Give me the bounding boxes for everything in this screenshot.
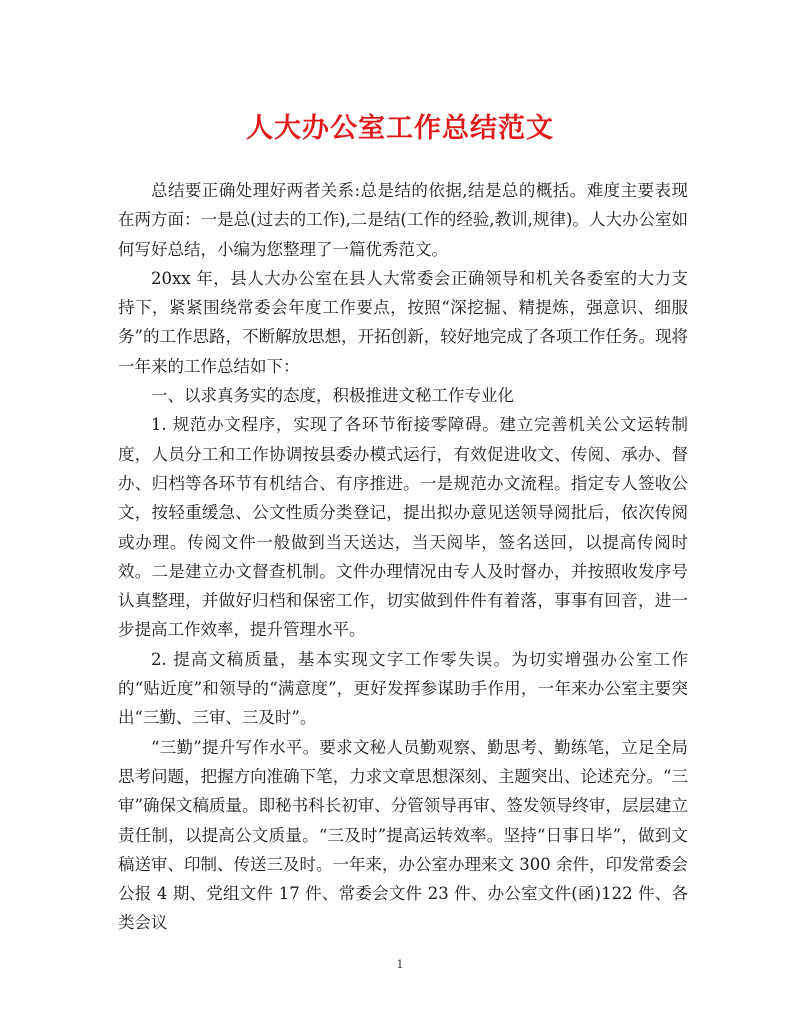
page-number: 1 [396, 958, 404, 971]
section-heading-1: 一、以求真务实的态度，积极推进文秘工作专业化 [151, 386, 514, 406]
document-body [118, 176, 688, 938]
overview-paragraph: 20xx 年，县人大办公室在县人大常委会正确领导和机关各委室的大力支持下，紧紧围绕常委会年度工作要点，按照“深挖掘、精提炼，强意识、细服务”的工作思路，不断解放思想，开拓创新，较好地完成了各项工作任务。现将一年来的工作总结如下： [118, 268, 688, 376]
document-title: 人大办公室工作总结范文 [246, 113, 554, 144]
item-1-paragraph: 1. 规范办文程序，实现了各环节衔接零障碍。建立完善机关公文运转制度，人员分工和工作协调按县委办模式运行，有效促进收文、传阅、承办、督办、归档等各环节有机结合、有序推进。一是规范办文流程。指定专人签收公文，按轻重缓急、公文性质分类登记，提出拟办意见送领导阅批后，依次传阅或办理。传阅文件一般做到当天送达，当天阅毕，签名送回，以提高传阅时效。二是建立办文督查机制。文件办理情况由专人及时督办，并按照收发序号认真整理，并做好归档和保密工作，切实做到件件有着落，事事有回音，进一步提高工作效率，提升管理水平。 [118, 415, 688, 640]
three-diligence-paragraph: “三勤”提升写作水平。要求文秘人员勤观察、勤思考、勤练笔，立足全局思考问题，把握方向准确下笔，力求文章思想深刻、主题突出、论述充分。“三审”确保文稿质量。即秘书科长初审、分管领导再审、签发领导终审，层层建立责任制，以提高公文质量。“三及时”提高运转效率。坚持“日事日毕”，做到文稿送审、印制、传送三及时。一年来，办公室办理来文 300 余件，印发常委会公报 4 期、党组文件 17 件、常委会文件 23 件、办公室文件(函)122 件、各类会议 [118, 737, 688, 933]
item-2-paragraph: 2. 提高文稿质量，基本实现文字工作零失误。为切实增强办公室工作的“贴近度”和领导的“满意度”，更好发挥参谋助手作用，一年来办公室主要突出“三勤、三审、三及时”。 [118, 649, 688, 728]
intro-paragraph: 总结要正确处理好两者关系:总是结的依据,结是总的概括。难度主要表现在两方面：一是总(过去的工作),二是结(工作的经验,教训,规律)。人大办公室如何写好总结，小编为您整理了一篇优秀范文。 [118, 181, 688, 259]
